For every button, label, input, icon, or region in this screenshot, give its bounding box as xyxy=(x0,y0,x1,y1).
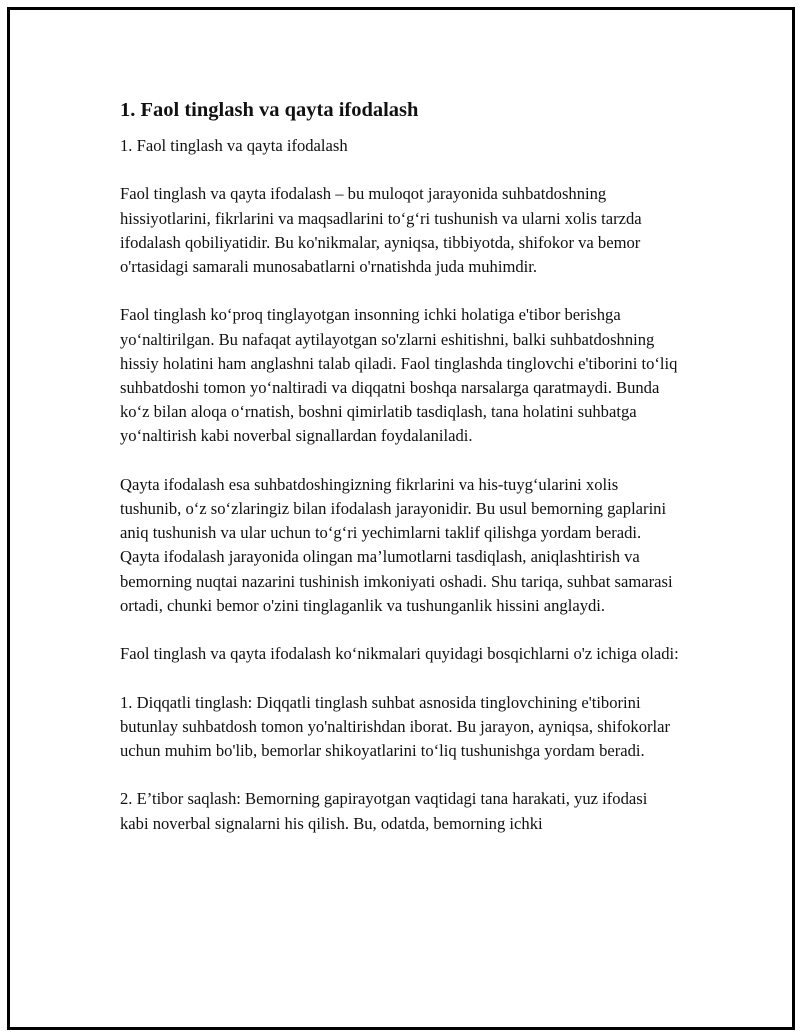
document-heading: 1. Faol tinglash va qayta ifodalash xyxy=(120,99,419,121)
paragraph-intro: Faol tinglash va qayta ifodalash – bu muloqot jarayonida suhbatdoshning hissiyotlarini, fikrlarini va maqsadlarini to‘g‘ri tushunish va ularni xolis tarzda ifodalash qobiliyatidir. Bu ko'nikmalar, ayniqsa, tibbiyotda, shifokor va bemor o'rtasidagi samarali munosabatlarni o'rnatishda juda muhimdir. xyxy=(120,184,642,276)
document-page xyxy=(7,7,795,1030)
list-item-attentive-listening: 1. Diqqatli tinglash: Diqqatli tinglash suhbat asnosida tinglovchining e'tiborini butunlay suhbatdosh tomon yo'naltirishdan iborat. Bu jarayon, ayniqsa, shifokorlar uchun muhim bo'lib, bemorlar shikoyatlarini to‘liq tushunishga yordam beradi. xyxy=(120,692,671,760)
document-body xyxy=(120,96,680,860)
paragraph-subtitle: 1. Faol tinglash va qayta ifodalash xyxy=(120,136,348,155)
paragraph-active-listening: Faol tinglash ko‘proq tinglayotgan insonning ichki holatiga e'tibor berishga yo‘naltirilgan. Bu nafaqat aytilayotgan so'zlarni eshitishni, balki suhbatdoshning hissiy holatini ham anglashni talab qiladi. Faol tinglashda tinglovchi e'tiborini to‘liq suhbatdoshi tomon yo‘naltiradi va diqqatni boshqa narsalarga qaratmaydi. Bunda ko‘z bilan aloqa o‘rnatish, boshni qimirlatib tasdiqlash, tana holatini suhbatga yo‘naltirish kabi noverbal signallardan foydalaniladi. xyxy=(120,305,678,446)
list-item-keeping-attention: 2. E’tibor saqlash: Bemorning gapirayotgan vaqtidagi tana harakati, yuz ifodasi kabi noverbal signalarni his qilish. Bu, odatda, bemorning ichki xyxy=(120,789,648,833)
paragraph-rephrasing: Qayta ifodalash esa suhbatdoshingizning fikrlarini va his-tuyg‘ularini xolis tushunib, o‘z so‘zlaringiz bilan ifodalash jarayonidir. Bu usul bemorning gaplarini aniq tushunish va ular uchun to‘g‘ri yechimlarni taklif qilishga yordam beradi. Qayta ifodalash jarayonida olingan ma’lumotlarni tasdiqlash, aniqlashtirish va bemorning nuqtai nazarini tushinish imkoniyati oshadi. Shu tariqa, suhbat samarasi ortadi, chunki bemor o'zini tinglaganlik va tushunganlik hissini anglaydi. xyxy=(120,474,673,615)
paragraph-stages-intro: Faol tinglash va qayta ifodalash ko‘nikmalari quyidagi bosqichlarni o'z ichiga oladi: xyxy=(120,644,679,664)
